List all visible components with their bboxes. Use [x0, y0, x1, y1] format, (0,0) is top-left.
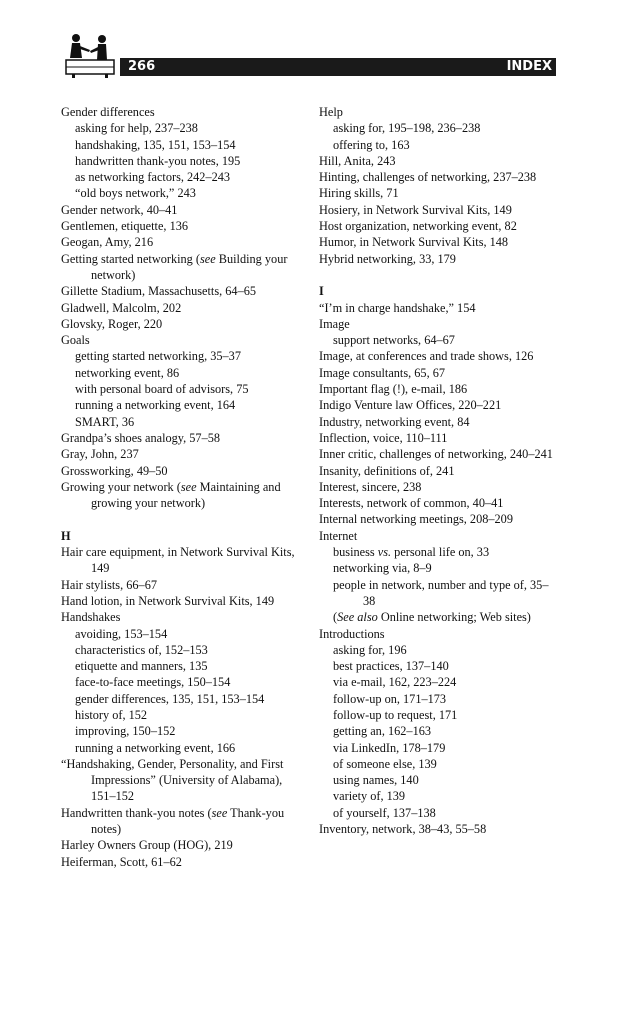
index-entry: Geogan, Amy, 216	[61, 235, 154, 250]
index-entry: Harley Owners Group (HOG), 219	[61, 838, 233, 853]
index-entry: Industry, networking event, 84	[319, 414, 470, 429]
index-entry: Insanity, definitions of, 241	[319, 463, 455, 478]
index-entry: Interests, network of common, 40–41	[319, 496, 504, 511]
index-entry: Introductions	[319, 626, 385, 641]
index-entry: Heiferman, Scott, 61–62	[61, 854, 182, 869]
index-entry: Handshakes	[61, 610, 121, 625]
index-subentry: asking for, 195–198, 236–238	[333, 121, 481, 136]
index-entry: Inflection, voice, 110–111	[319, 430, 448, 445]
index-entry: Gender differences	[61, 105, 155, 119]
index-subentry: handshaking, 135, 151, 153–154	[75, 137, 236, 152]
index-entry: Image	[319, 316, 350, 331]
index-entry: Interest, sincere, 238	[319, 479, 422, 494]
index-subentry: of someone else, 139	[333, 756, 437, 771]
index-subentry: support networks, 64–67	[333, 333, 455, 348]
index-entry: Hybrid networking, 33, 179	[319, 251, 456, 266]
index-entry: Internet	[319, 528, 358, 543]
section-title: INDEX	[506, 59, 552, 74]
index-letter-heading: I	[319, 284, 324, 299]
index-subentry: with personal board of advisors, 75	[75, 382, 249, 397]
index-subentry: improving, 150–152	[75, 724, 176, 739]
index-subentry: via LinkedIn, 178–179	[333, 740, 446, 755]
index-subentry: avoiding, 153–154	[75, 626, 168, 641]
index-column-right	[319, 104, 559, 837]
index-subentry: (See also Online networking; Web sites)	[333, 610, 531, 625]
index-subentry: getting started networking, 35–37	[75, 349, 241, 364]
index-subentry: networking event, 86	[75, 365, 180, 380]
index-entry: Indigo Venture law Offices, 220–221	[319, 398, 502, 413]
index-entry: Inventory, network, 38–43, 55–58	[319, 822, 487, 837]
index-entry: Inner critic, challenges of networking, 240–241	[319, 447, 553, 462]
header-bar	[120, 58, 556, 76]
index-subentry: “old boys network,” 243	[75, 186, 196, 201]
index-subentry: handwritten thank-you notes, 195	[75, 153, 241, 168]
index-entry: Gentlemen, etiquette, 136	[61, 219, 189, 234]
index-letter-heading: H	[61, 528, 71, 543]
index-entry: Growing your network (see Maintaining and growing your network)	[61, 479, 281, 511]
index-subentry: via e-mail, 162, 223–224	[333, 675, 457, 690]
index-entry: Hill, Anita, 243	[319, 153, 396, 168]
index-subentry: history of, 152	[75, 707, 148, 722]
index-entry: Getting started networking (see Building your network)	[61, 251, 288, 282]
index-subentry: business vs. personal life on, 33	[333, 545, 490, 560]
index-entry: Help	[319, 105, 343, 119]
index-entry: Hinting, challenges of networking, 237–238	[319, 170, 537, 185]
page-header	[60, 30, 556, 78]
index-subentry: offering to, 163	[333, 137, 410, 152]
index-subentry: SMART, 36	[75, 414, 135, 429]
index-entry: “Handshaking, Gender, Personality, and First Impressions” (University of Alabama), 151–152	[61, 756, 284, 804]
handshake-logo-icon	[60, 30, 120, 78]
index-subentry: face-to-face meetings, 150–154	[75, 675, 231, 690]
index-entry: Important flag (!), e-mail, 186	[319, 382, 468, 397]
index-subentry: variety of, 139	[333, 789, 406, 804]
index-entry: Hosiery, in Network Survival Kits, 149	[319, 202, 512, 217]
index-column-left	[61, 104, 305, 870]
index-entry: Hiring skills, 71	[319, 186, 399, 201]
index-subentry: gender differences, 135, 151, 153–154	[75, 691, 265, 706]
index-entry: Internal networking meetings, 208–209	[319, 512, 513, 527]
index-entry: Gillette Stadium, Massachusetts, 64–65	[61, 284, 257, 299]
index-entry: Hair stylists, 66–67	[61, 577, 157, 592]
index-subentry: networking via, 8–9	[333, 561, 432, 576]
index-entry: Glovsky, Roger, 220	[61, 316, 163, 331]
index-subentry: characteristics of, 152–153	[75, 642, 208, 657]
index-subentry: of yourself, 137–138	[333, 805, 436, 820]
index-entry: “I’m in charge handshake,” 154	[319, 300, 476, 315]
index-entry: Host organization, networking event, 82	[319, 219, 517, 234]
index-entry: Image consultants, 65, 67	[319, 365, 446, 380]
page-number: 266	[128, 59, 156, 74]
index-entry: Image, at conferences and trade shows, 126	[319, 349, 534, 364]
index-entry: Grossworking, 49–50	[61, 463, 168, 478]
index-entry: Humor, in Network Survival Kits, 148	[319, 235, 509, 250]
index-entry: Gladwell, Malcolm, 202	[61, 300, 182, 315]
index-subentry: best practices, 137–140	[333, 659, 449, 674]
index-entry: Grandpa’s shoes analogy, 57–58	[61, 430, 221, 445]
index-subentry: follow-up on, 171–173	[333, 691, 447, 706]
index-subentry: as networking factors, 242–243	[75, 170, 231, 185]
index-entry: Goals	[61, 333, 90, 348]
index-subentry: running a networking event, 164	[75, 398, 236, 413]
index-subentry: asking for help, 237–238	[75, 121, 198, 136]
index-subentry: running a networking event, 166	[75, 740, 236, 755]
index-subentry: getting an, 162–163	[333, 724, 432, 739]
index-subentry: etiquette and manners, 135	[75, 659, 208, 674]
index-entry: Gender network, 40–41	[61, 202, 178, 217]
index-subentry: asking for, 196	[333, 642, 407, 657]
index-subentry: follow-up to request, 171	[333, 707, 458, 722]
index-subentry: people in network, number and type of, 35–38	[333, 577, 549, 608]
index-entry: Hand lotion, in Network Survival Kits, 149	[61, 593, 275, 608]
index-entry: Hair care equipment, in Network Survival Kits, 149	[61, 545, 295, 576]
index-entry: Gray, John, 237	[61, 447, 139, 462]
index-entry: Handwritten thank-you notes (see Thank-you notes)	[61, 805, 285, 837]
index-subentry: using names, 140	[333, 773, 419, 788]
